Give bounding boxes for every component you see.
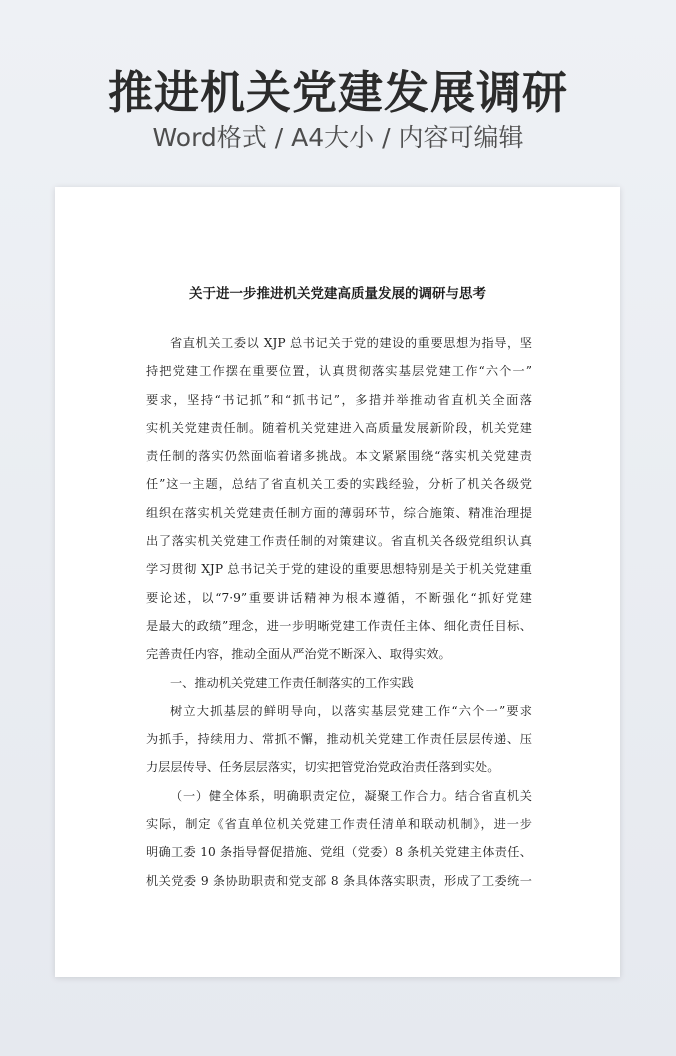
body-line: 明确工委 10 条指导督促措施、党组（党委）8 条机关党建主体责任、 — [146, 845, 532, 860]
body-line: 机关党委 9 条协助职责和党支部 8 条具体落实职责，形成了工委统一 — [146, 873, 532, 888]
document-title: 关于进一步推进机关党建高质量发展的调研与思考 — [189, 286, 486, 302]
body-line: 树立大抓基层的鲜明导向，以落实基层党建工作“六个一”要求 — [170, 703, 532, 718]
body-line: 持把党建工作摆在重要位置，认真贯彻落实基层党建工作“六个一” — [146, 364, 532, 379]
body-line: 为抓手，持续用力、常抓不懈，推动机关党建工作责任层层传递、压 — [146, 732, 532, 747]
body-line: 责任制的落实仍然面临着诸多挑战。本文紧紧围绕“落实机关党建责 — [146, 449, 532, 464]
body-line: 完善责任内容，推动全面从严治党不断深入、取得实效。 — [146, 647, 451, 662]
body-line: 出了落实机关党建工作责任制的对策建议。省直机关各级党组织认真 — [146, 534, 532, 549]
body-line: 力层层传导、任务层层落实，切实把管党治党政治责任落到实处。 — [146, 760, 500, 775]
body-line: 实际，制定《省直单位机关党建工作责任清单和联动机制》，进一步 — [146, 817, 532, 832]
body-line: 是最大的政绩”理念，进一步明晰党建工作责任主体、细化责任目标、 — [146, 618, 532, 633]
body-line: 实机关党建责任制。随着机关党建进入高质量发展新阶段，机关党建 — [146, 420, 532, 435]
body-line: 任”这一主题，总结了省直机关工委的实践经验，分析了机关各级党 — [146, 477, 532, 492]
document-body — [146, 329, 532, 895]
body-line: 一、推动机关党建工作责任制落实的工作实践 — [170, 675, 414, 690]
body-line: 省直机关工委以 XJP 总书记关于党的建设的重要思想为指导，坚 — [170, 336, 532, 350]
document-page — [55, 187, 620, 977]
body-line: 要论述，以“7·9”重要讲话精神为根本遵循，不断强化“抓好党建 — [146, 590, 532, 605]
body-line: 学习贯彻 XJP 总书记关于党的建设的重要思想特别是关于机关党建重 — [146, 562, 532, 577]
body-line: （一）健全体系，明确职责定位，凝聚工作合力。结合省直机关 — [170, 788, 532, 803]
banner-title: 推进机关党建发展调研 — [107, 66, 568, 119]
banner-subtitle: Word格式 / A4大小 / 内容可编辑 — [152, 123, 524, 152]
body-line: 组织在落实机关党建责任制方面的薄弱环节，综合施策、精准治理提 — [146, 505, 532, 520]
body-line: 要求，坚持“书记抓”和“抓书记”，多措并举推动省直机关全面落 — [146, 392, 532, 407]
